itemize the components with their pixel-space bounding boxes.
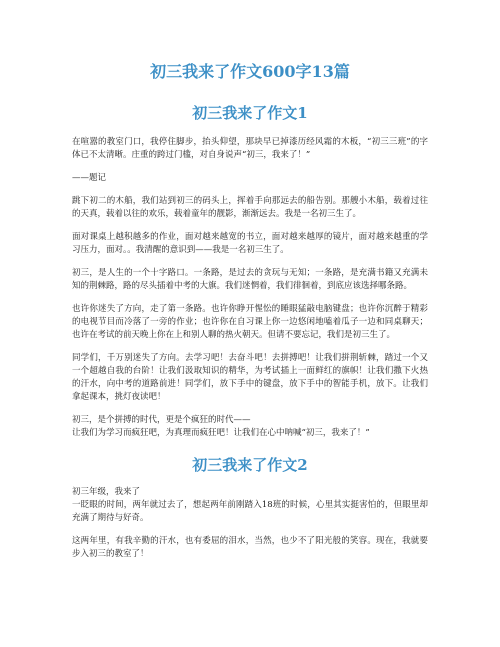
- section-1-heading: 初三我来了作文1: [192, 104, 308, 122]
- section-1-paragraph-1: 在喧嚣的教室门口，我停住脚步，抬头仰望，那块早已掉漆历经风霜的木板，“初三三班”的字体已不太清晰。庄重的跨过门槛，对自身说声“初三，我来了！”: [72, 137, 428, 160]
- section-1-closing: [72, 414, 428, 440]
- section-1-paragraph-2: 跳下初二的木船，我们站到初三的码头上，挥着手向那远去的船告别。那艘小木船，载着过往的天真，载着以往的欢乐，载着童年的靓影，渐渐远去。我是一名初三生了。: [72, 196, 428, 219]
- section-2-intro: [72, 486, 428, 525]
- section-1-paragraph-6: 同学们，千万别迷失了方向。去学习吧！去奋斗吧！去拼搏吧！让我们拼荆斩棘，踏过一个又一个超越自我的台阶！让我们汲取知识的精华，为考试插上一面鲜红的旗帜！让我们撒下火热的汗水，向中考的道路前进！同学们，放下手中的键盘，放下手中的智能手机，放下。让我们拿起课本，挑灯夜读吧！: [72, 353, 428, 402]
- document-title: 初三我来了作文600字13篇: [150, 62, 350, 81]
- section-1-closing-line-1: 初三，是个拼搏的时代，更是个疯狂的时代——: [72, 415, 251, 425]
- section-1-paragraph-3: 面对课桌上越积越多的作业，面对越来越宽的书立，面对越来越厚的镜片，面对越来越重的学习压力，面对。。我清醒的意识到——我是一名初三生了。: [72, 232, 428, 255]
- section-2-intro-line-1: 初三年级，我来了: [72, 487, 141, 497]
- section-1-paragraph-4: 初三，是人生的一个十字路口。一条路，是过去的贪玩与无知；一条路，是充满书籍又充满未知的荆棘路，路的尽头插着中考的大旗。我们迷惘着，我们徘徊着，到底应该选择哪条路。: [72, 268, 428, 291]
- section-1-paragraph-5: 也许你迷失了方向，走了第一条路。也许你睁开惺忪的睡眼猛敲电脑键盘；也许你沉醉于精彩的电视节目而冷落了一旁的作业；也许你在自习课上你一边悠闲地嗑着瓜子一边和同桌聊天；也许在考试的前天晚上你在上和别人聊的热火朝天。但请不要忘记，我们是初三生了。: [72, 304, 428, 340]
- section-1-closing-line-2: 让我们为学习而疯狂吧，为真理而疯狂吧！让我们在心中呐喊“初三，我来了！”: [72, 428, 370, 438]
- section-2-heading: 初三我来了作文2: [192, 456, 308, 474]
- section-2-paragraph-1: 这两年里，有我辛勤的汗水，也有委屈的泪水，当然，也少不了阳光般的笑容。现在，我就要步入初三的教室了！: [72, 536, 428, 559]
- section-2-intro-line-2: 一眨眼的时间，两年就过去了，想起两年前刚踏入18班的时候，心里其实挺害怕的，但眼里却充满了期待与好奇。: [72, 500, 428, 523]
- section-1-epigraph: ——题记: [72, 173, 107, 183]
